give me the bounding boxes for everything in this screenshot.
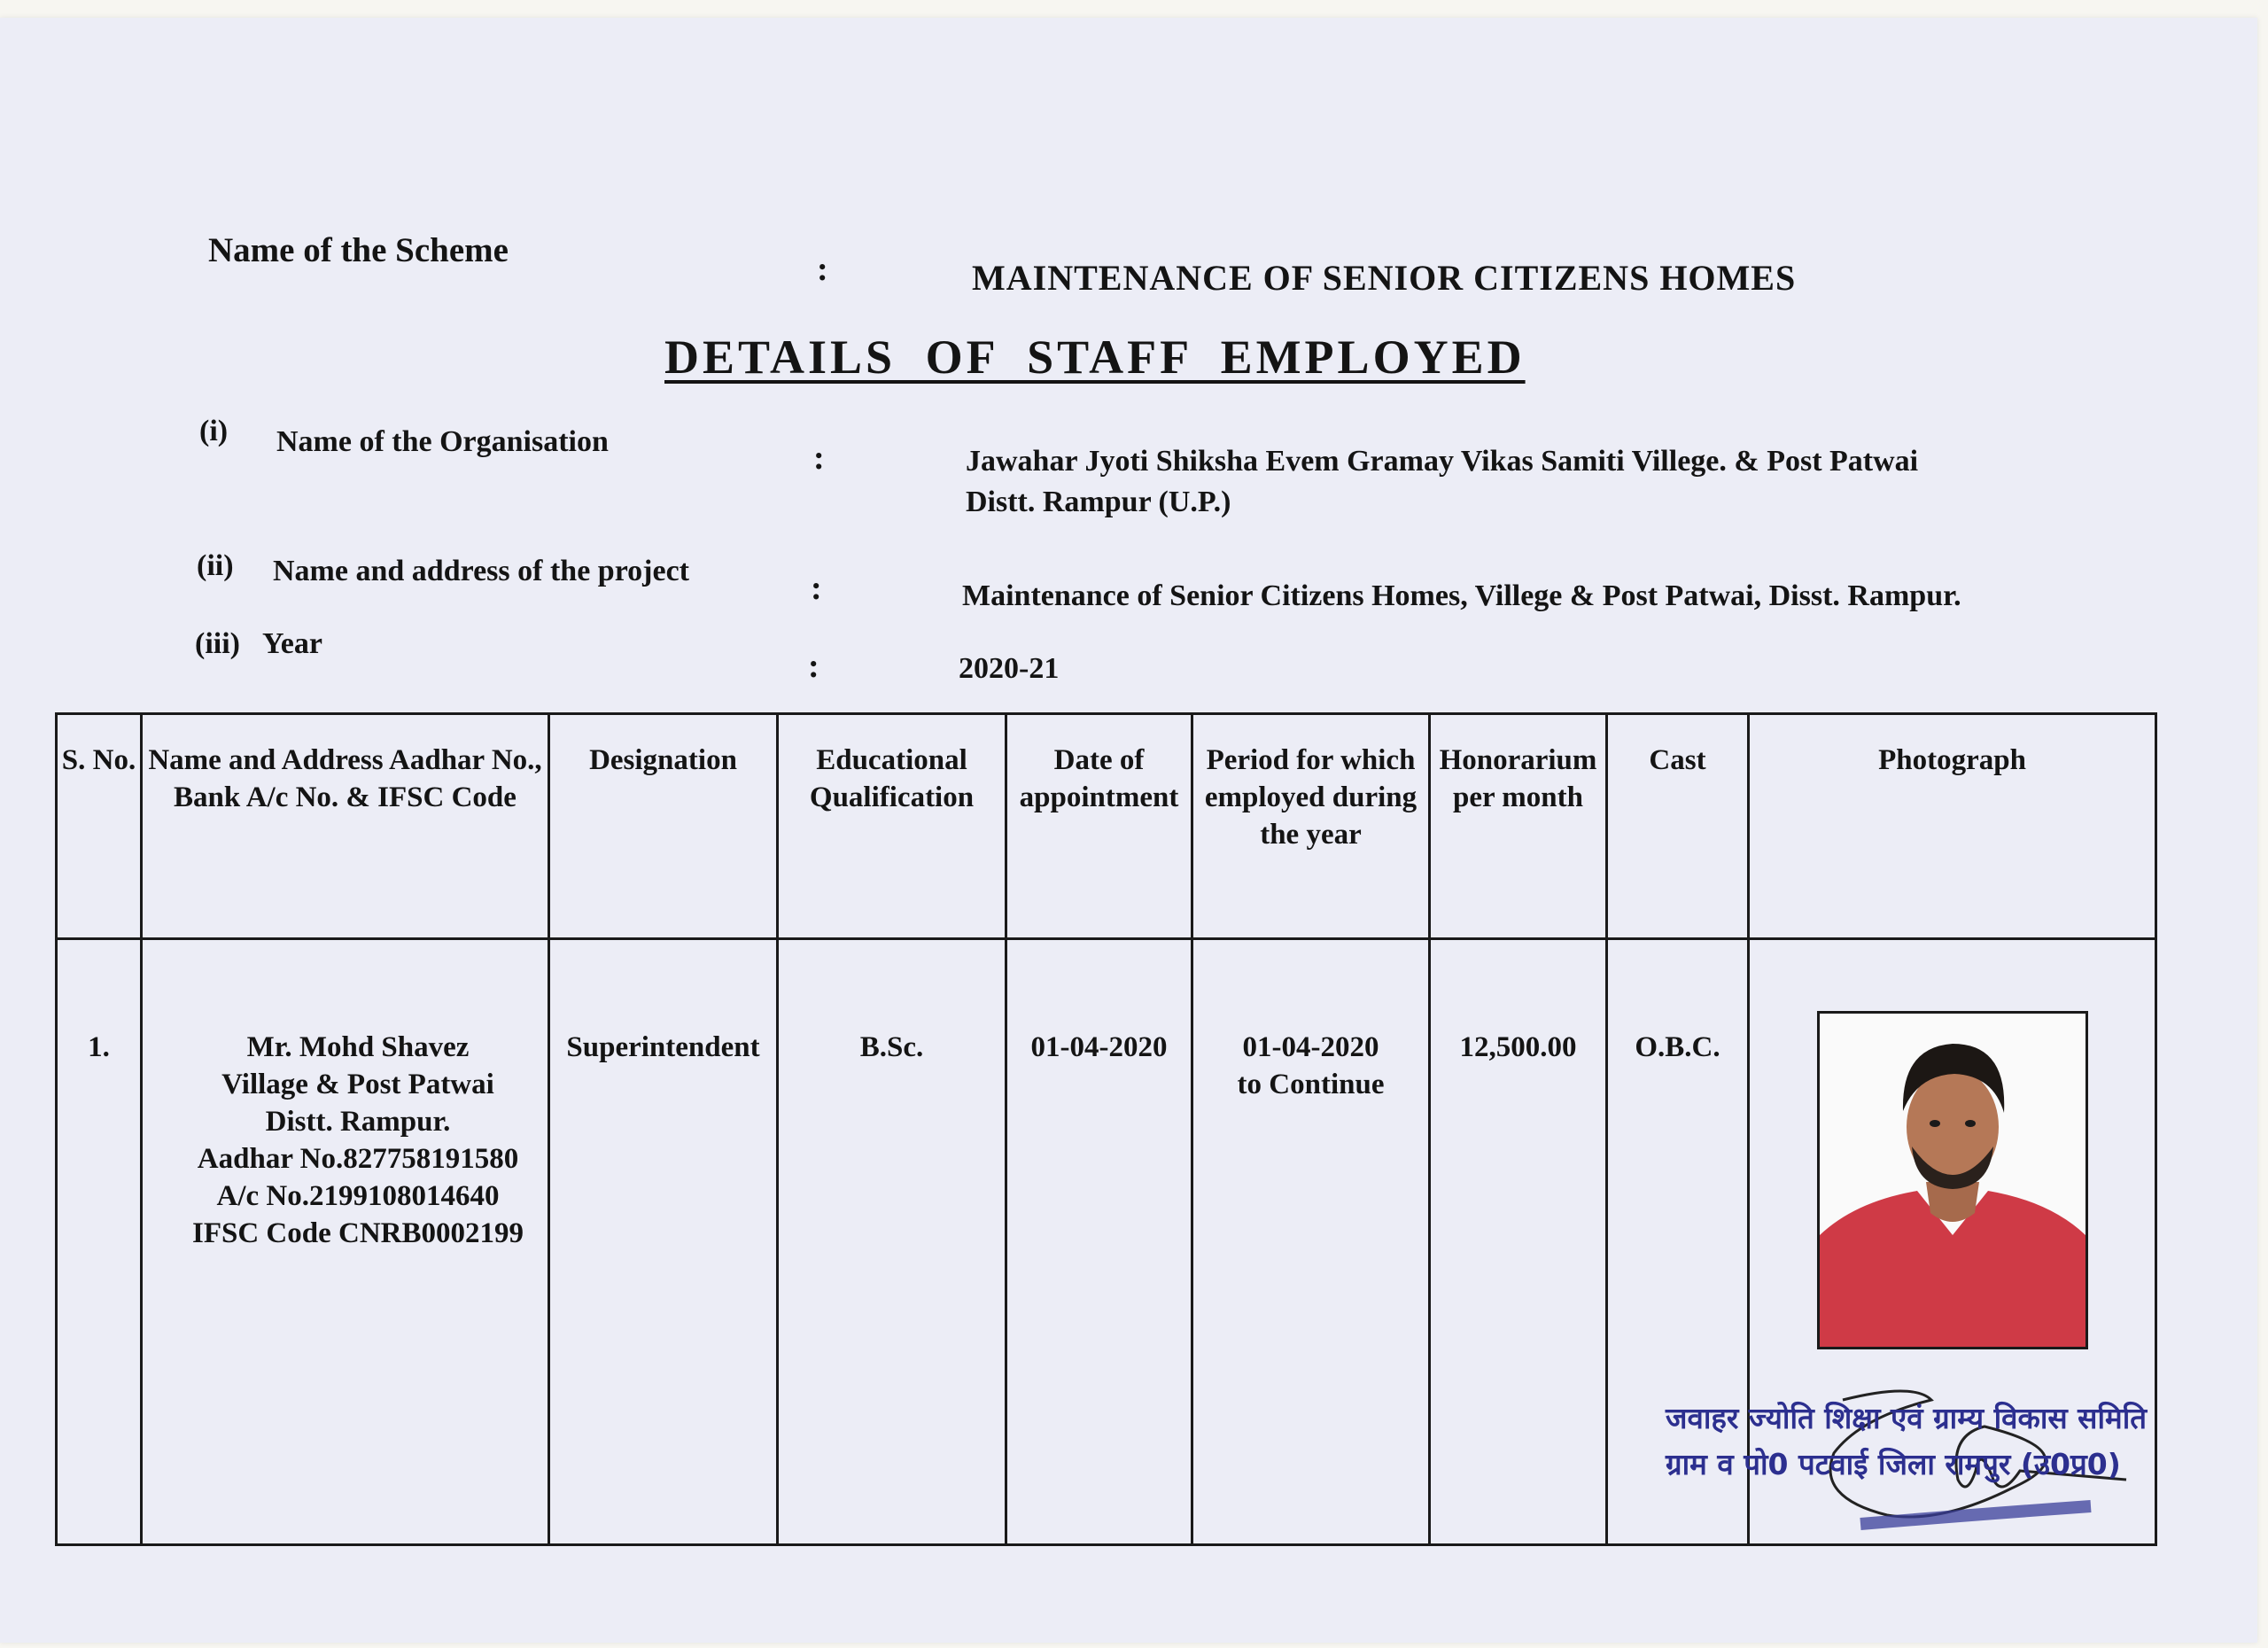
year-label: Year xyxy=(262,627,322,660)
scheme-value: MAINTENANCE OF SENIOR CITIZENS HOMES xyxy=(972,258,1797,298)
aadhar-number: Aadhar No.827758191580 xyxy=(197,1143,519,1175)
cell-designation: Superintendent xyxy=(549,939,778,1545)
column-header-photograph: Photograph xyxy=(1749,714,2156,939)
column-header-name-address: Name and Address Aadhar No., Bank A/c No. & IFSC Code xyxy=(142,714,549,939)
column-header-honorarium: Honorarium per month xyxy=(1430,714,1607,939)
cell-name-address xyxy=(142,939,549,1545)
project-label: Name and address of the project xyxy=(273,555,689,587)
project-value: Maintenance of Senior Citizens Homes, Villege & Post Patwai, Disst. Rampur. xyxy=(962,579,1961,612)
column-header-designation: Designation xyxy=(549,714,778,939)
stamp-line1: जवाहर ज्योति शिक्षा एवं ग्राम्य विकास समिति xyxy=(1666,1401,2148,1435)
stamp-line2: ग्राम व पो0 पटवाई जिला रामपुर (उ0प्र0) xyxy=(1666,1447,2121,1481)
year-value: 2020-21 xyxy=(959,652,1060,685)
document-page xyxy=(0,18,2257,1643)
cell-cast: O.B.C. xyxy=(1607,939,1749,1545)
cell-date-of-appointment: 01-04-2020 xyxy=(1006,939,1192,1545)
column-header-cast: Cast xyxy=(1607,714,1749,939)
scheme-colon: : xyxy=(817,251,828,288)
period-end: to Continue xyxy=(1237,1069,1385,1100)
organisation-value xyxy=(966,441,1918,523)
cell-qualification: B.Sc. xyxy=(778,939,1006,1545)
info-number: (iii) xyxy=(195,627,240,660)
table-header-row xyxy=(57,714,2156,939)
scheme-label: Name of the Scheme xyxy=(208,231,509,269)
organisation-value-line1: Jawahar Jyoti Shiksha Evem Gramay Vikas Samiti Villege. & Post Patwai xyxy=(966,445,1919,478)
document-title: DETAILS OF STAFF EMPLOYED xyxy=(664,330,1526,384)
column-header-date: Date of appointment xyxy=(1006,714,1192,939)
organisation-label: Name of the Organisation xyxy=(276,425,609,458)
address-line: Distt. Rampur. xyxy=(265,1106,451,1138)
cell-sno: 1. xyxy=(57,939,142,1545)
column-header-sno: S. No. xyxy=(57,714,142,939)
organisation-colon: : xyxy=(813,439,825,477)
info-number: (ii) xyxy=(197,549,234,582)
address-line: Village & Post Patwai xyxy=(221,1069,494,1100)
account-number: A/c No.2199108014640 xyxy=(216,1180,500,1212)
year-colon: : xyxy=(808,648,819,685)
cell-period xyxy=(1192,939,1430,1545)
period-start: 01-04-2020 xyxy=(1242,1031,1379,1063)
ifsc-code: IFSC Code CNRB0002199 xyxy=(191,1217,524,1249)
person-photo-icon xyxy=(1820,1014,2085,1347)
column-header-qualification: Educational Qualification xyxy=(778,714,1006,939)
column-header-period: Period for which employed during the year xyxy=(1192,714,1430,939)
organisation-stamp xyxy=(1666,1395,2147,1488)
cell-honorarium: 12,500.00 xyxy=(1430,939,1607,1545)
organisation-value-line2: Distt. Rampur (U.P.) xyxy=(966,486,1231,518)
info-number: (i) xyxy=(199,415,229,447)
project-colon: : xyxy=(811,570,822,607)
employee-name: Mr. Mohd Shavez xyxy=(246,1031,470,1063)
employee-photo xyxy=(1817,1011,2088,1349)
